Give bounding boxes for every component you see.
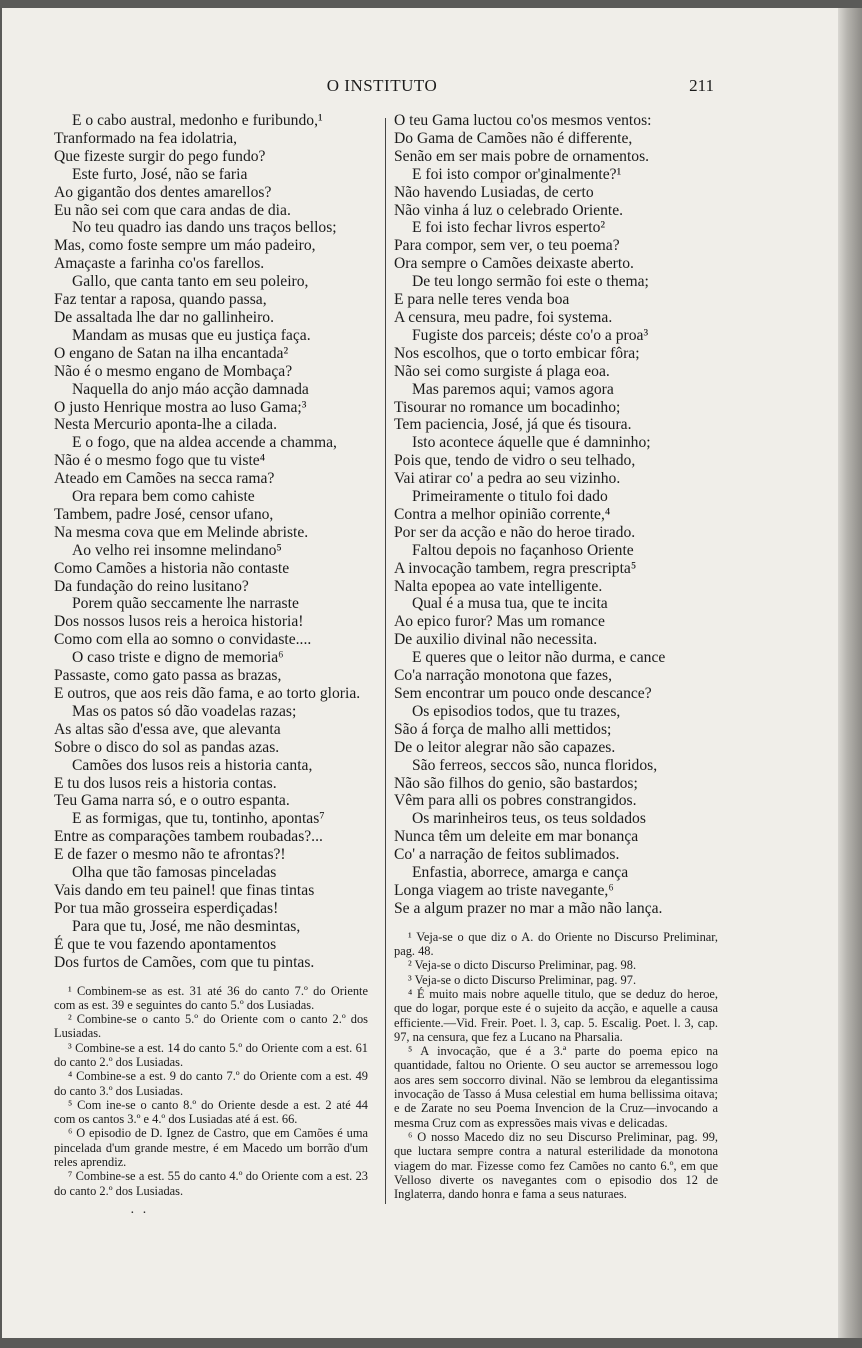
verse-line: Vêm para alli os pobres constrangidos. — [394, 792, 637, 810]
verse-line: Os episodios todos, que tu trazes, — [412, 702, 621, 720]
verse-line: E as formigas, que tu, tontinho, apontas⁷ — [72, 810, 325, 828]
verse-line: No teu quadro ias dando uns traços bellos; — [72, 219, 337, 237]
verse-line: Se a algum prazer no mar a mão não lança. — [394, 899, 663, 917]
verse-line: E foi isto compor or'ginalmente?¹ — [412, 165, 622, 183]
verse-line: Ao epico furor? Mas um romance — [394, 613, 605, 631]
verse-line: A censura, meu padre, foi systema. — [394, 308, 613, 326]
verse-line: Por tua mão grosseira esperdiçadas! — [54, 899, 279, 917]
verse-line: Mandam as musas que eu justiça faça. — [72, 326, 311, 344]
verse-line: O caso triste e digno de memoria⁶ — [72, 649, 284, 667]
footnote: ² Combine-se o canto 5.º do Oriente com o canto 2.º dos Lusiadas. — [54, 1012, 368, 1041]
verse-line: Sem encontrar um pouco onde descance? — [394, 685, 652, 702]
verse-line: Tisourar no romance um bocadinho; — [394, 398, 621, 416]
verse-line: Para compor, sem ver, o teu poema? — [394, 237, 620, 255]
verse-line: Por ser da acção e não do heroe tirado. — [394, 523, 636, 541]
verse-line: Nos escolhos, que o torto embicar fôra; — [394, 344, 640, 362]
verse-line: E para nelle teres venda boa — [394, 291, 570, 309]
verse-line: Vai atirar co' a pedra ao seu vizinho. — [394, 470, 621, 488]
verse-line: Dos furtos de Camões, com que tu pintas. — [54, 953, 315, 971]
verse-line: Nunca têm um deleite em mar bonança — [394, 828, 639, 846]
page-number: 211 — [689, 76, 714, 95]
verse-line: Ora repara bem como cahiste — [72, 488, 255, 506]
verse-line: Este furto, José, não se faria — [72, 165, 248, 183]
verse-line: E de fazer o mesmo não te afrontas?! — [54, 846, 286, 864]
printer-mark: · · — [130, 1206, 149, 1221]
verse-line: E outros, que aos reis dão fama, e ao torto gloria. — [54, 685, 361, 702]
verse-line: Dos nossos lusos reis a heroica historia! — [54, 613, 304, 631]
verse-line: Amaçaste a farinha co'os farellos. — [54, 255, 265, 273]
book-page — [2, 8, 838, 1338]
footnote: ⁷ Combine-se a est. 55 do canto 4.º do Oriente com a est. 23 do canto 2.º dos Lusiadas. — [54, 1169, 368, 1198]
verse-line: Ao velho rei insomne melindano⁵ — [72, 541, 282, 559]
page-header — [50, 76, 714, 102]
verse-line: O engano de Satan na ilha encantada² — [54, 344, 289, 362]
verse-line: Da fundação do reino lusitano? — [54, 577, 249, 595]
verse-line: Pois que, tendo de vidro o seu telhado, — [394, 452, 636, 470]
verse-line: De auxilio divinal não necessita. — [394, 631, 598, 649]
verse-line: O teu Gama luctou co'os mesmos ventos: — [394, 112, 652, 129]
verse-line: Gallo, que canta tanto em seu poleiro, — [72, 273, 309, 291]
verse-line: Nalta epopea ao vate intelligente. — [394, 577, 603, 595]
verse-line: Que fizeste surgir do pego fundo? — [54, 147, 266, 165]
verse-line: De o leitor alegrar não são capazes. — [394, 738, 616, 756]
verse-line: De teu longo sermão foi este o thema; — [412, 273, 649, 291]
verse-line: Eu não sei com que cara andas de dia. — [54, 201, 291, 219]
verse-line: Primeiramente o titulo foi dado — [412, 488, 608, 506]
footnote: ¹ Veja-se o que diz o A. do Oriente no Discurso Preliminar, pag. 48. — [394, 929, 718, 959]
footnote: ³ Combine-se a est. 14 do canto 5.º do Oriente com a est. 61 do canto 2.º dos Lusiadas. — [54, 1040, 368, 1069]
left-verse-block — [54, 112, 368, 972]
verse-line: Ao gigantão dos dentes amarellos? — [54, 183, 272, 201]
verse-line: Camões dos lusos reis a historia canta, — [72, 756, 313, 774]
verse-line: Para que tu, José, me não desmintas, — [72, 917, 301, 935]
verse-line: Contra a melhor opinião corrente,⁴ — [394, 505, 611, 523]
verse-line: Tambem, padre José, censor ufano, — [54, 505, 274, 523]
verse-line: Faltou depois no façanhoso Oriente — [412, 541, 634, 559]
verse-line: E o fogo, que na aldea accende a chamma, — [72, 434, 337, 452]
verse-line: Não é o mesmo engano de Mombaça? — [54, 362, 293, 380]
running-head: O INSTITUTO — [326, 76, 438, 95]
verse-line: Como Camões a historia não contaste — [54, 559, 290, 577]
verse-line: São á força de malho alli mettidos; — [394, 720, 612, 738]
verse-line: Co' a narração de feitos sublimados. — [394, 846, 620, 864]
right-footnotes — [394, 930, 718, 1202]
verse-line: Entre as comparações tambem roubadas?... — [54, 828, 323, 846]
footnote: ² Veja-se o dicto Discurso Preliminar, pag. 98. — [408, 958, 637, 973]
verse-line: Sobre o disco do sol as pandas azas. — [54, 738, 280, 756]
verse-line: E tu dos lusos reis a historia contas. — [54, 774, 277, 792]
verse-line: Como com ella ao somno o convidaste.... — [54, 631, 312, 649]
verse-line: Fugiste dos parceis; déste co'o a proa³ — [412, 326, 649, 344]
column-divider — [385, 118, 386, 1204]
verse-line: Não é o mesmo fogo que tu viste⁴ — [54, 452, 266, 470]
verse-line: A invocação tambem, regra prescripta⁵ — [394, 559, 637, 577]
footnote: ¹ Combinem-se as est. 31 até 36 do canto 7.º do Oriente com as est. 39 e seguintes do canto 5.º dos Lusiadas. — [54, 983, 368, 1012]
verse-line: É que te vou fazendo apontamentos — [54, 935, 277, 953]
verse-line: Co'a narração monotona que fazes, — [394, 667, 612, 685]
verse-line: Porem quão seccamente lhe narraste — [72, 595, 299, 613]
verse-line: Mas os patos só dão voadelas razas; — [72, 702, 297, 720]
right-verse-block — [394, 112, 718, 918]
verse-line: Qual é a musa tua, que te incita — [412, 595, 608, 613]
verse-line: Passaste, como gato passa as brazas, — [54, 667, 282, 685]
verse-line: Ora sempre o Camões deixaste aberto. — [394, 255, 634, 273]
footnote: ⁶ O episodio de D. Ignez de Castro, que em Camões é uma pincelada d'um grande mestre, é em Macedo um borrão d'um reles aprendiz. — [54, 1126, 368, 1170]
verse-line: O justo Henrique mostra ao luso Gama;³ — [54, 398, 307, 416]
footnote: ³ Veja-se o dicto Discurso Preliminar, pag. 97. — [408, 972, 637, 987]
left-column — [54, 112, 368, 1198]
verse-line: Ateado em Camões na secca rama? — [54, 470, 275, 488]
verse-line: Não sei como surgiste á plaga eoa. — [394, 362, 610, 380]
verse-line: São ferreos, seccos são, nunca floridos, — [412, 756, 658, 774]
verse-line: Faz tentar a raposa, quando passa, — [54, 291, 267, 309]
verse-line: Os marinheiros teus, os teus soldados — [412, 810, 646, 828]
verse-line: Não são filhos do genio, são bastardos; — [394, 774, 638, 792]
verse-line: De assaltada lhe dar no gallinheiro. — [54, 308, 274, 326]
verse-line: Enfastia, aborrece, amarga e cança — [412, 864, 629, 882]
verse-line: Não vinha á luz o celebrado Oriente. — [394, 201, 624, 219]
footnote: ⁵ Com ine-se o canto 8.º do Oriente desde a est. 2 até 44 com os cantos 3.º e 4.º dos Lusiadas até á est. 66. — [54, 1097, 368, 1127]
verse-line: Olha que tão famosas pinceladas — [72, 864, 277, 882]
verse-line: Tranformado na fea idolatria, — [54, 129, 238, 147]
verse-line: Mas paremos aqui; vamos agora — [412, 380, 614, 398]
page-edge — [838, 8, 862, 1338]
verse-line: As altas são d'essa ave, que alevanta — [54, 720, 281, 738]
left-footnotes — [54, 984, 368, 1198]
verse-line: Mas, como foste sempre um máo padeiro, — [54, 237, 316, 255]
footnote: ⁴ É muito mais nobre aquelle titulo, que se deduz do heroe, que do logar, porque este é o sujeito da acção, e aquelle a causa efficiente.—Vid. Freir. Poet. l. 3, cap. 5. Escalig. Poet. l. 3, cap. 97, na censura, que fez a Lucano na Pharsalia. — [394, 986, 718, 1044]
footnote: ⁵ A invocação, que é a 3.ª parte do poema epico na quantidade, faltou no Oriente. O seu auctor se arremessou logo aos ares sem soccorro divinal. Não se lembrou da elegantissima invocação de Tasso á Musa celestial em huma bellissima oitava; e de Zarate no seu Poema Invencion de la Cruz—invocando a mesma Cruz com as expressões mais vivas e delicadas. — [394, 1044, 718, 1130]
verse-line: Não havendo Lusiadas, de certo — [394, 183, 594, 201]
verse-line: Nesta Mercurio aponta-lhe a cilada. — [54, 416, 277, 434]
right-column — [394, 112, 718, 1201]
verse-line: Vais dando em teu painel! que finas tintas — [54, 881, 315, 899]
footnote: ⁴ Combine-se a est. 9 do canto 7.º do Oriente com a est. 49 do canto 3.º dos Lusiadas. — [54, 1069, 368, 1098]
verse-line: Tem paciencia, José, já que és tisoura. — [394, 416, 632, 434]
verse-line: Teu Gama narra só, e o outro espanta. — [54, 792, 290, 810]
verse-line: Isto acontece áquelle que é damninho; — [412, 434, 651, 452]
verse-line: E o cabo austral, medonho e furibundo,¹ — [72, 112, 323, 129]
footnote: ⁶ O nosso Macedo diz no seu Discurso Preliminar, pag. 99, que luctara sempre contra a natural esterilidade da monotona viagem do mar. Fizesse como fez Camões no canto 6.º, em que Velloso diverte os navegantes com o episodio dos 12 de Inglaterra, dando honra e fama a seus naturaes. — [394, 1129, 718, 1202]
verse-line: Longa viagem ao triste navegante,⁶ — [394, 881, 614, 899]
verse-line: Na mesma cova que em Melinde abriste. — [54, 523, 309, 541]
verse-line: E queres que o leitor não durma, e cance — [412, 649, 666, 667]
verse-line: Senão em ser mais pobre de ornamentos. — [394, 147, 650, 165]
verse-line: E foi isto fechar livros esperto² — [412, 219, 606, 237]
verse-line: Do Gama de Camões não é differente, — [394, 129, 633, 147]
verse-line: Naquella do anjo máo acção damnada — [72, 380, 309, 398]
